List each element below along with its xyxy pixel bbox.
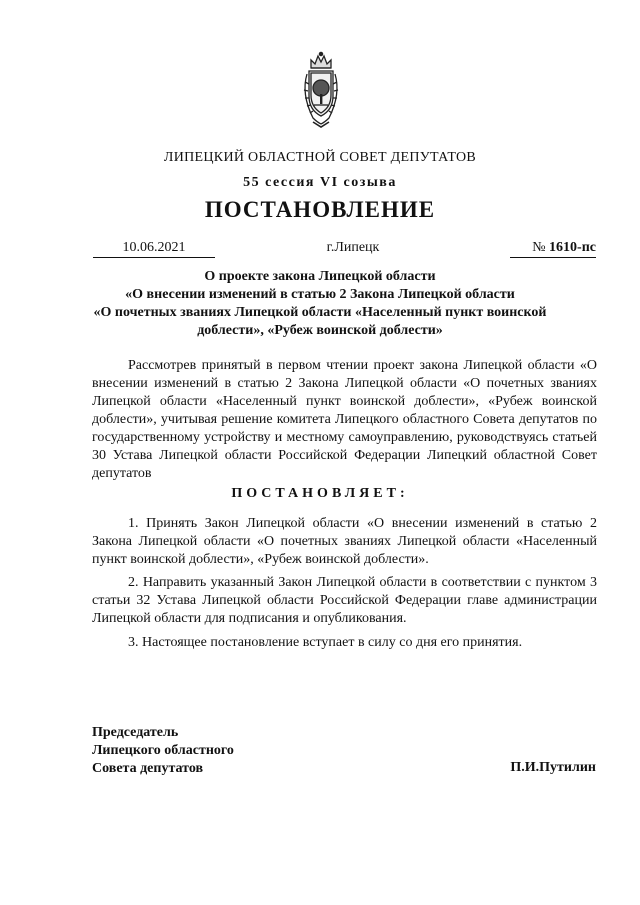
title-line-2: «О внесении изменений в статью 2 Закона Липецкой области [125,287,515,302]
resolution-item-3: 3. Настоящее постановление вступает в силу со дня его принятия. [128,635,523,650]
session-label: 55 сессия VI созыва [243,175,397,190]
coat-of-arms-icon [297,50,345,130]
council-name: ЛИПЕЦКИЙ ОБЛАСТНОЙ СОВЕТ ДЕПУТАТОВ [163,150,477,165]
title-line-1: О проекте закона Липецкой области [204,269,436,284]
resolution-item-1: 1. Принять Закон Липецкой области «О внесении изменений в статью 2 Закона Липецкой области «О почетных званиях Липецкой области «Населенный пункт воинской доблести», «Рубеж воинской доблести». [92,516,597,567]
resolution-item-2: 2. Направить указанный Закон Липецкой области в соответствии с пунктом 3 статьи 32 Устава Липецкой области Российской Федерации главе администрации Липецкой области для подписания и опубликования. [92,575,597,626]
intro-paragraph: Рассмотрев принятый в первом чтении проект закона Липецкой области «О внесении изменений в статью 2 Закона Липецкой области «О почетных званиях Липецкой области «Населенный пункт воинской доблести», «Рубеж воинской доблести», учитывая решение комитета Липецкого областного Совета депутатов по государственному устройству и местному самоуправлению, руководствуясь статьей 30 Устава Липецкой области Российской Федерации Липецкий областной Совет депутатов [92,358,597,481]
document-date: 10.06.2021 [93,240,215,258]
number-value: 1610-пс [549,240,596,255]
title-line-4: доблести», «Рубеж воинской доблести» [197,323,443,338]
document-city: г.Липецк [326,240,380,255]
signatory-title-line-2: Липецкого областного [92,743,234,758]
number-prefix: № [532,240,550,255]
document-meta-row [93,240,596,260]
signatory-title-line-3: Совета депутатов [92,761,204,776]
title-line-3: «О почетных званиях Липецкой области «Населенный пункт воинской [93,305,547,320]
signatory-title [92,724,234,778]
signatory-title-line-1: Председатель [92,725,179,740]
document-number [510,240,596,258]
document-type-heading: ПОСТАНОВЛЕНИЕ [204,197,436,222]
resolves-heading: ПОСТАНОВЛЯЕТ: [231,486,409,501]
signatory-name: П.И.Путилин [510,760,596,775]
document-title [70,268,570,340]
